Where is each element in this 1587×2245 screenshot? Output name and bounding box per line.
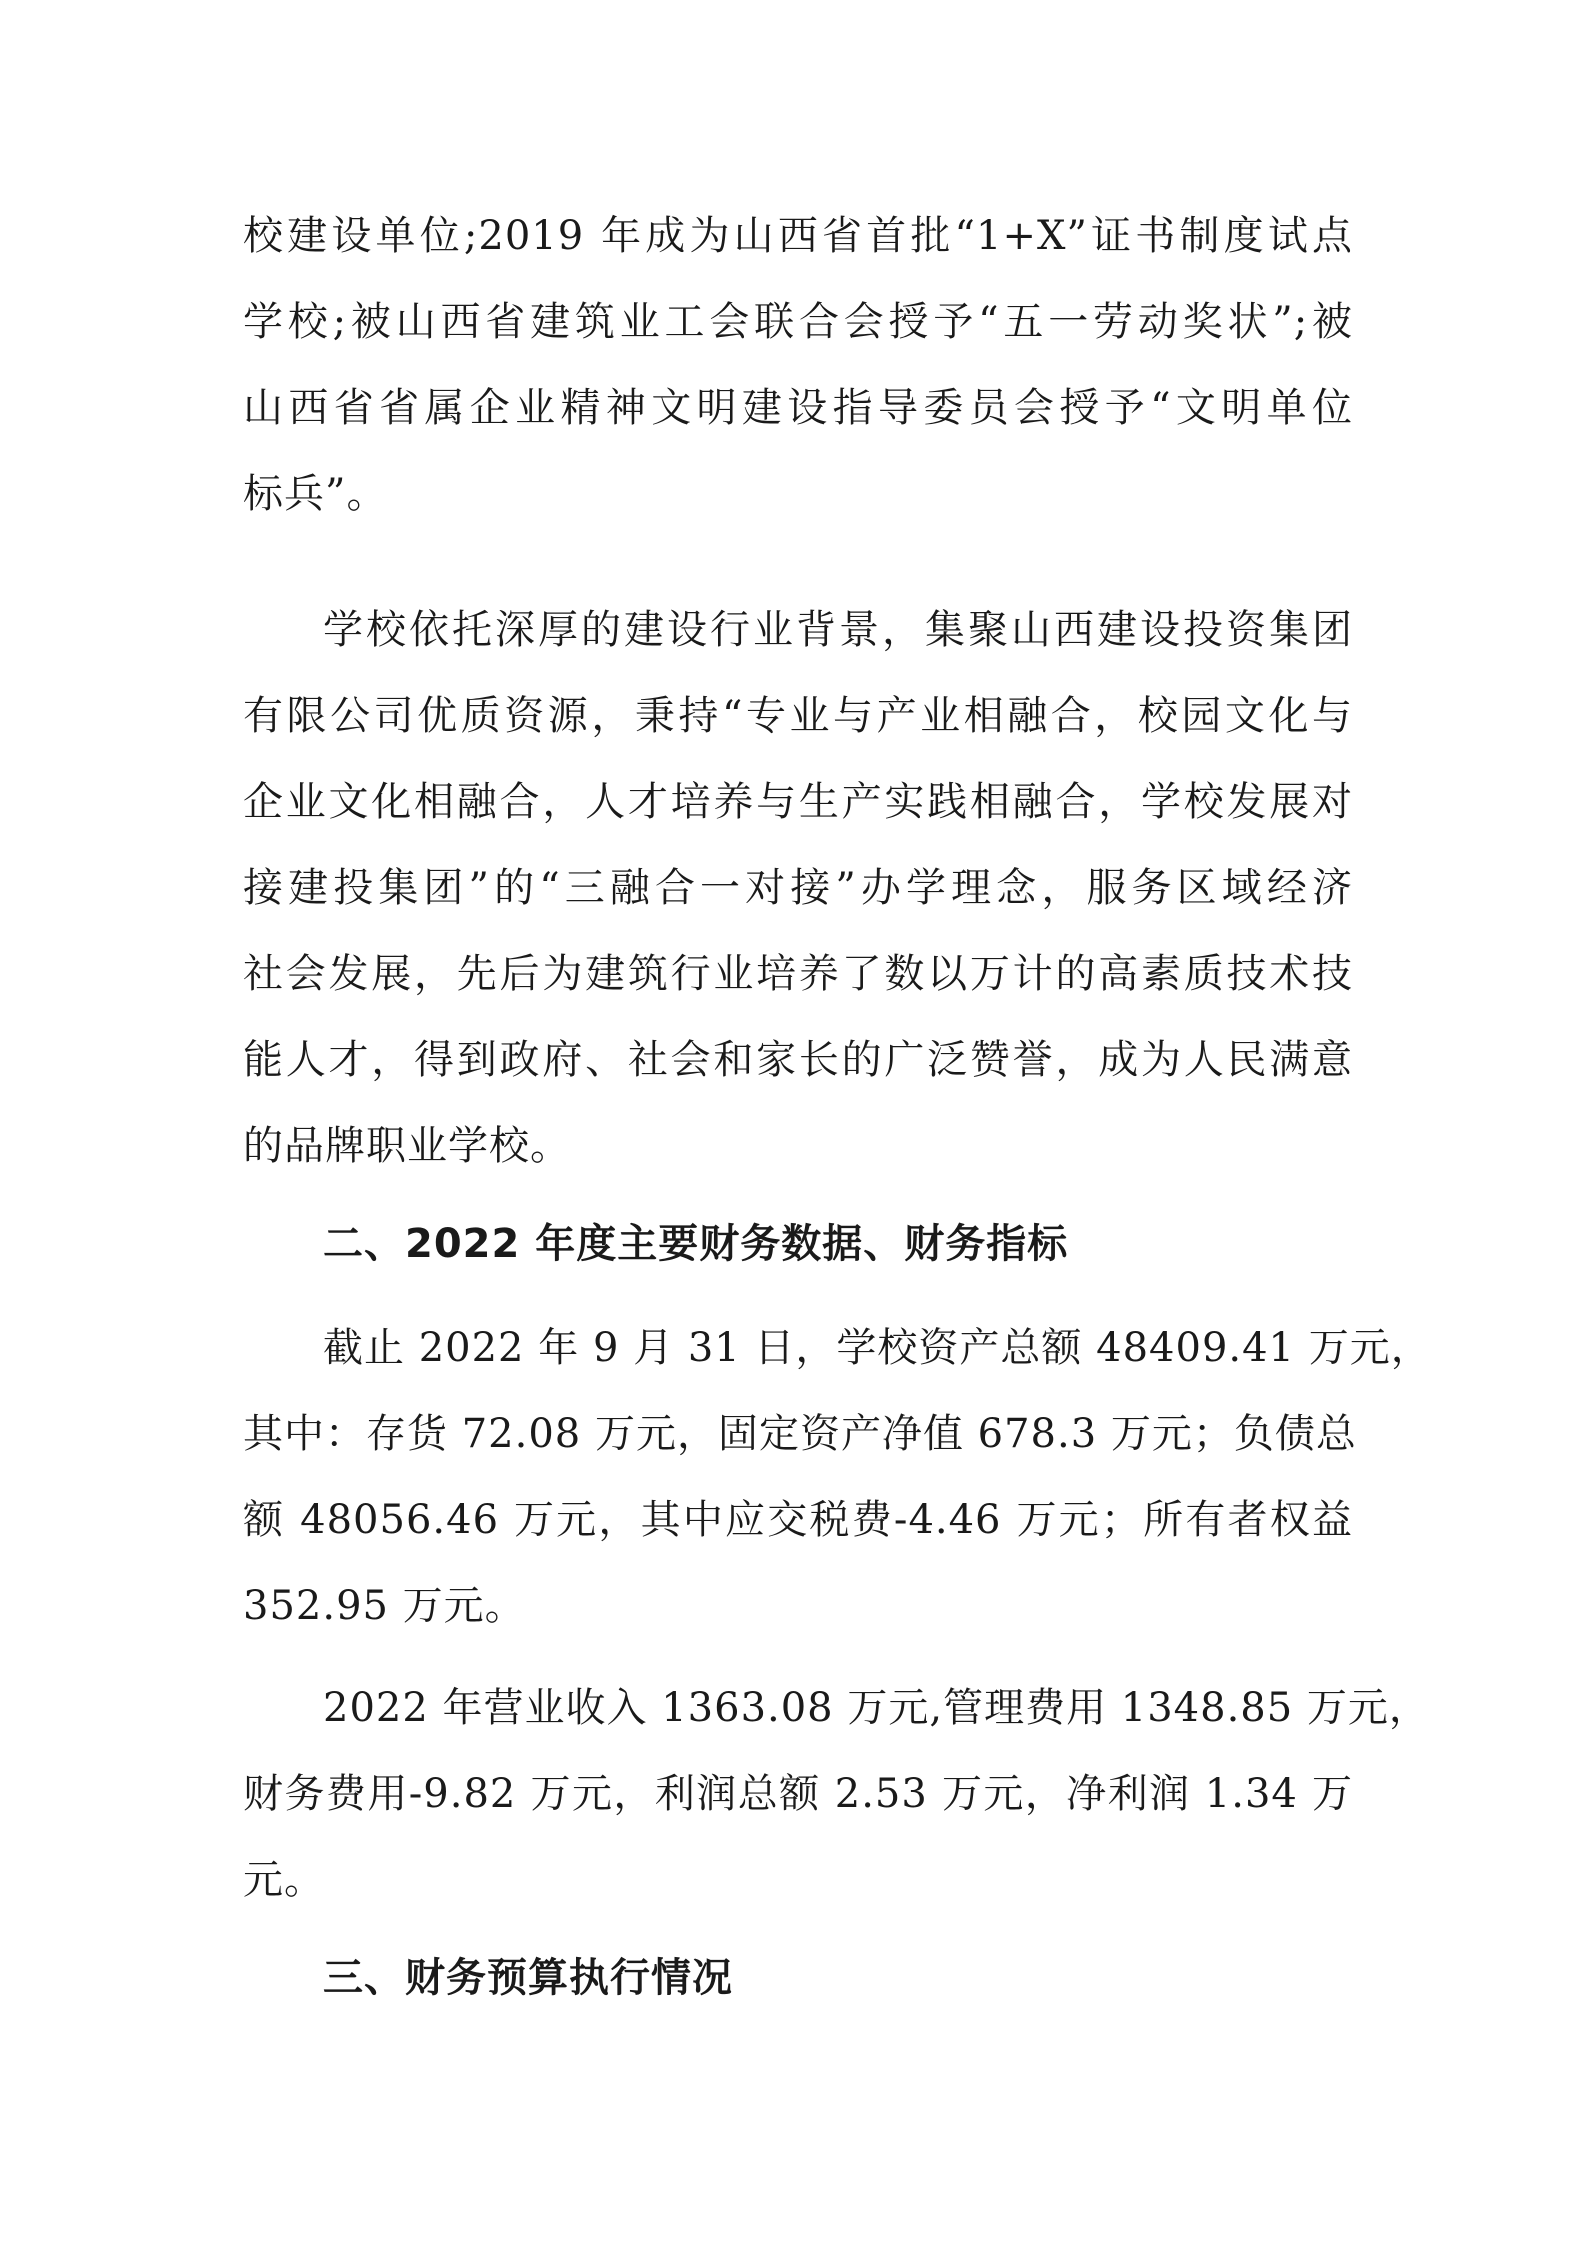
paragraph-2-line-4: 接建投集团”的“三融合一对接”办学理念，服务区域经济 xyxy=(243,865,1353,911)
paragraph-2-line-7: 的品牌职业学校。 xyxy=(243,1123,571,1169)
paragraph-3-line-1: 截止 2022 年 9 月 31 日，学校资产总额 48409.41 万元， xyxy=(323,1325,1432,1371)
paragraph-4-line-3: 元。 xyxy=(243,1857,325,1903)
paragraph-1-line-1: 校建设单位;2019 年成为山西省首批“1+X”证书制度试点 xyxy=(243,213,1353,259)
paragraph-2-line-3: 企业文化相融合，人才培养与生产实践相融合，学校发展对 xyxy=(243,779,1353,825)
section-2-heading: 二、2022 年度主要财务数据、财务指标 xyxy=(323,1221,1069,1267)
paragraph-2-line-1: 学校依托深厚的建设行业背景，集聚山西建设投资集团 xyxy=(323,607,1353,653)
paragraph-4-line-1: 2022 年营业收入 1363.08 万元,管理费用 1348.85 万元， xyxy=(323,1685,1430,1731)
paragraph-1-line-2: 学校;被山西省建筑业工会联合会授予“五一劳动奖状”;被 xyxy=(243,299,1353,345)
section-3-heading: 三、财务预算执行情况 xyxy=(323,1955,733,2001)
paragraph-2-line-2: 有限公司优质资源，秉持“专业与产业相融合，校园文化与 xyxy=(243,693,1353,739)
paragraph-1-line-3: 山西省省属企业精神文明建设指导委员会授予“文明单位 xyxy=(243,385,1353,431)
paragraph-3-line-2: 其中：存货 72.08 万元，固定资产净值 678.3 万元；负债总 xyxy=(243,1411,1357,1457)
paragraph-3-line-3: 额 48056.46 万元，其中应交税费-4.46 万元；所有者权益 xyxy=(243,1497,1353,1543)
paragraph-1-line-4: 标兵”。 xyxy=(243,471,388,517)
paragraph-3-line-4: 352.95 万元。 xyxy=(243,1583,526,1629)
paragraph-2-line-5: 社会发展，先后为建筑行业培养了数以万计的高素质技术技 xyxy=(243,951,1353,997)
paragraph-4-line-2: 财务费用-9.82 万元，利润总额 2.53 万元，净利润 1.34 万 xyxy=(243,1771,1353,1817)
paragraph-2-line-6: 能人才，得到政府、社会和家长的广泛赞誉，成为人民满意 xyxy=(243,1037,1353,1083)
